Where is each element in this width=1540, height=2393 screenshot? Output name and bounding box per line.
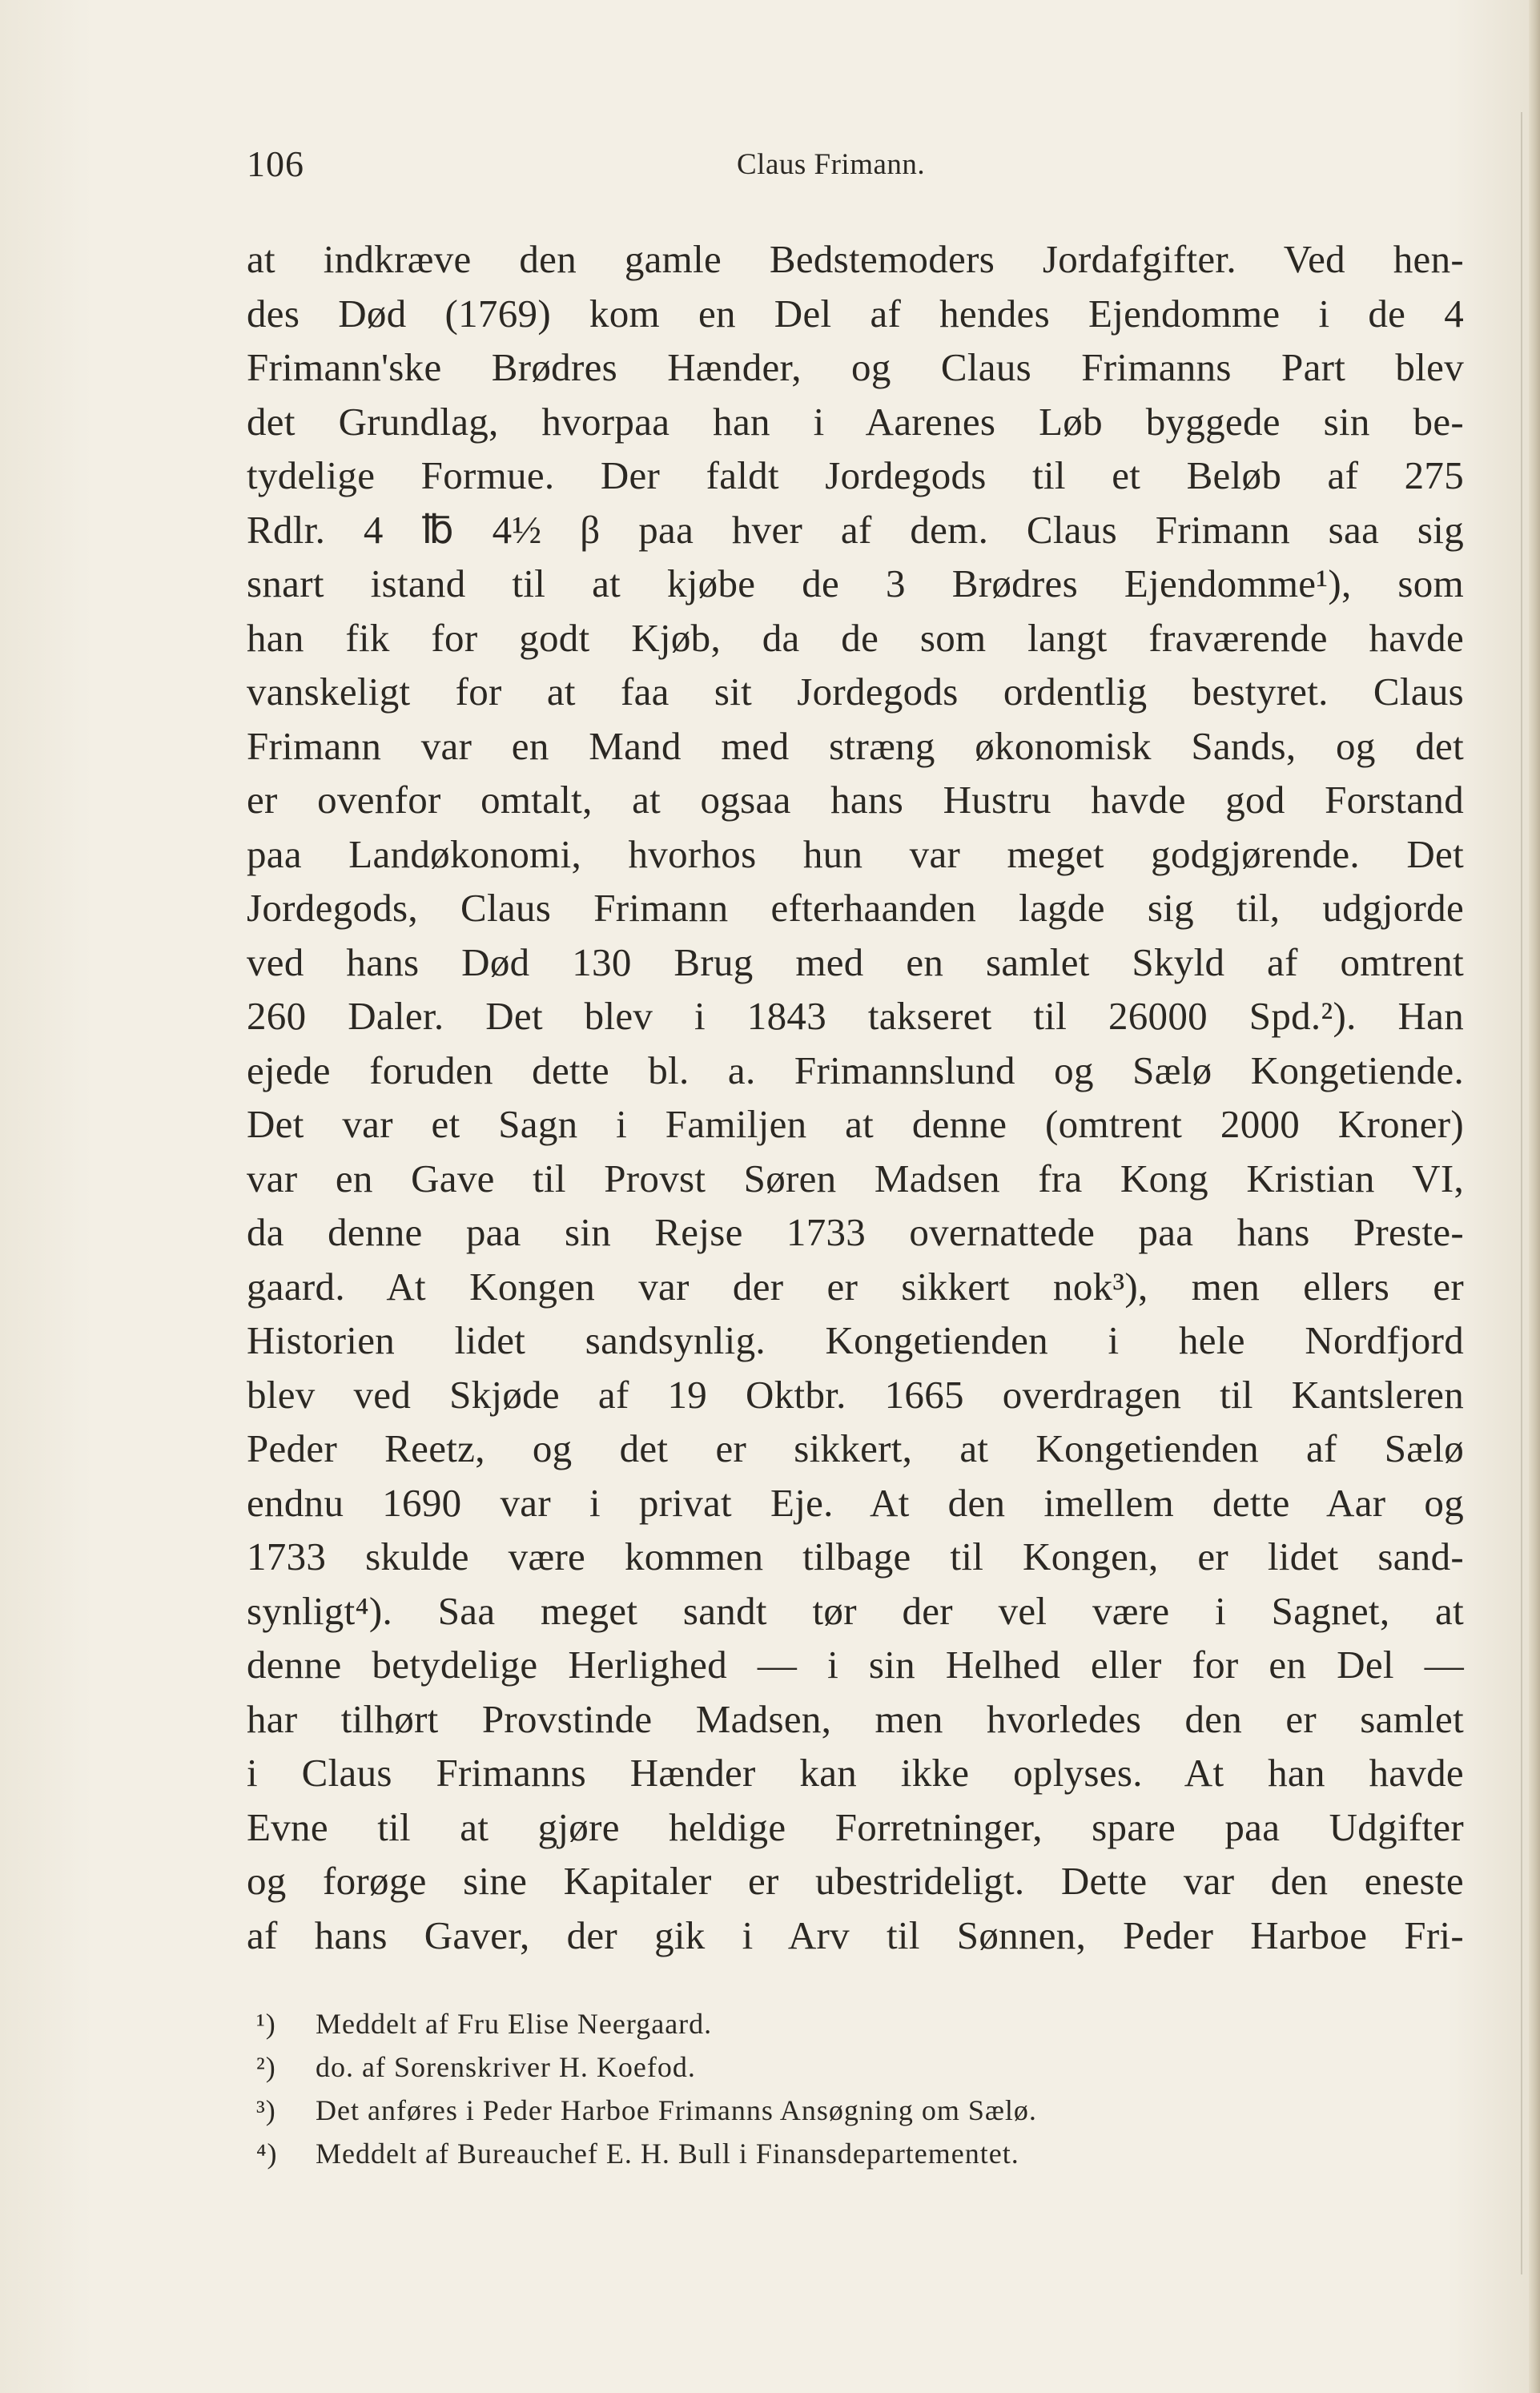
text-line: des Død (1769) kom en Del af hendes Ejendomme i de 4 bbox=[247, 291, 1464, 336]
footnotes bbox=[256, 2002, 1377, 2175]
footnote bbox=[256, 2089, 1377, 2132]
text-line: han fik for godt Kjøb, da de som langt fraværende havde bbox=[247, 615, 1464, 660]
text-line: i Claus Frimanns Hænder kan ikke oplyses. At han havde bbox=[247, 1751, 1464, 1795]
text-line: tydelige Formue. Der faldt Jordegods til et Beløb af 275 bbox=[247, 453, 1464, 497]
text-line: 260 Daler. Det blev i 1843 takseret til 26000 Spd.²). Han bbox=[247, 994, 1464, 1038]
text-line: Peder Reetz, og det er sikkert, at Kongetienden af Sælø bbox=[247, 1426, 1464, 1470]
running-head: Claus Frimann. bbox=[737, 148, 926, 181]
text-line: Rdlr. 4 ℔ 4½ β paa hver af dem. Claus Frimann saa sig bbox=[247, 507, 1464, 552]
text-line: Evne til at gjøre heldige Forretninger, spare paa Udgifter bbox=[247, 1804, 1464, 1849]
text-line: synligt⁴). Saa meget sandt tør der vel være i Sagnet, at bbox=[247, 1588, 1464, 1633]
footnote bbox=[256, 2132, 1377, 2175]
text-line: gaard. At Kongen var der er sikkert nok³), men ellers er bbox=[247, 1264, 1464, 1309]
text-line: Frimann'ske Brødres Hænder, og Claus Frimanns Part blev bbox=[247, 345, 1464, 389]
text-line: at indkræve den gamle Bedstemoders Jordafgifter. Ved hen- bbox=[247, 237, 1464, 281]
footnote-text: Meddelt af Fru Elise Neergaard. bbox=[316, 2008, 713, 2040]
text-line: denne betydelige Herlighed — i sin Helhed eller for en Del — bbox=[247, 1643, 1464, 1687]
text-line: endnu 1690 var i privat Eje. At den imellem dette Aar og bbox=[247, 1480, 1464, 1525]
text-line: 1733 skulde være kommen tilbage til Kongen, er lidet sand- bbox=[247, 1534, 1464, 1579]
footnote-mark: ⁴) bbox=[256, 2138, 278, 2170]
body-text bbox=[247, 232, 1464, 1962]
footnote-mark: ³) bbox=[256, 2094, 276, 2126]
footnote-text: do. af Sorenskriver H. Koefod. bbox=[316, 2051, 696, 2083]
text-line: blev ved Skjøde af 19 Oktbr. 1665 overdragen til Kantsleren bbox=[247, 1372, 1464, 1417]
footnote-text: Det anføres i Peder Harboe Frimanns Ansøgning om Sælø. bbox=[316, 2094, 1037, 2126]
page-binding-edge bbox=[1529, 0, 1540, 2393]
page-header bbox=[247, 143, 1464, 191]
text-line: Frimann var en Mand med stræng økonomisk Sands, og det bbox=[247, 723, 1464, 768]
footnote-mark: ²) bbox=[256, 2051, 276, 2083]
text-line: af hans Gaver, der gik i Arv til Sønnen, Peder Harboe Fri- bbox=[247, 1912, 1464, 1957]
text-line: snart istand til at kjøbe de 3 Brødres Ejendomme¹), som bbox=[247, 561, 1464, 605]
text-line: paa Landøkonomi, hvorhos hun var meget godgjørende. Det bbox=[247, 831, 1464, 876]
text-line: og forøge sine Kapitaler er ubestrideligt. Dette var den eneste bbox=[247, 1859, 1464, 1903]
text-line: da denne paa sin Rejse 1733 overnattede paa hans Preste- bbox=[247, 1210, 1464, 1254]
footnote bbox=[256, 2045, 1377, 2089]
footnote bbox=[256, 2002, 1377, 2045]
footnote-text: Meddelt af Bureauchef E. H. Bull i Finansdepartementet. bbox=[316, 2138, 1019, 2170]
text-line: ved hans Død 130 Brug med en samlet Skyld af omtrent bbox=[247, 939, 1464, 984]
text-line: Historien lidet sandsynlig. Kongetienden i hele Nordfjord bbox=[247, 1318, 1464, 1362]
text-line: Det var et Sagn i Familjen at denne (omtrent 2000 Kroner) bbox=[247, 1102, 1464, 1146]
text-line: vanskeligt for at faa sit Jordegods ordentlig bestyret. Claus bbox=[247, 670, 1464, 714]
text-line: det Grundlag, hvorpaa han i Aarenes Løb byggede sin be- bbox=[247, 399, 1464, 444]
footnote-mark: ¹) bbox=[256, 2008, 276, 2040]
text-line: er ovenfor omtalt, at ogsaa hans Hustru havde god Forstand bbox=[247, 778, 1464, 822]
page-number: 106 bbox=[247, 143, 304, 184]
text-line: har tilhørt Provstinde Madsen, men hvorledes den er samlet bbox=[247, 1696, 1464, 1741]
text-line: Jordegods, Claus Frimann efterhaanden lagde sig til, udgjorde bbox=[247, 886, 1464, 930]
page-edge-shadow bbox=[1521, 112, 1522, 2274]
text-line: var en Gave til Provst Søren Madsen fra Kong Kristian VI, bbox=[247, 1156, 1464, 1201]
text-line: ejede foruden dette bl. a. Frimannslund og Sælø Kongetiende. bbox=[247, 1048, 1464, 1092]
